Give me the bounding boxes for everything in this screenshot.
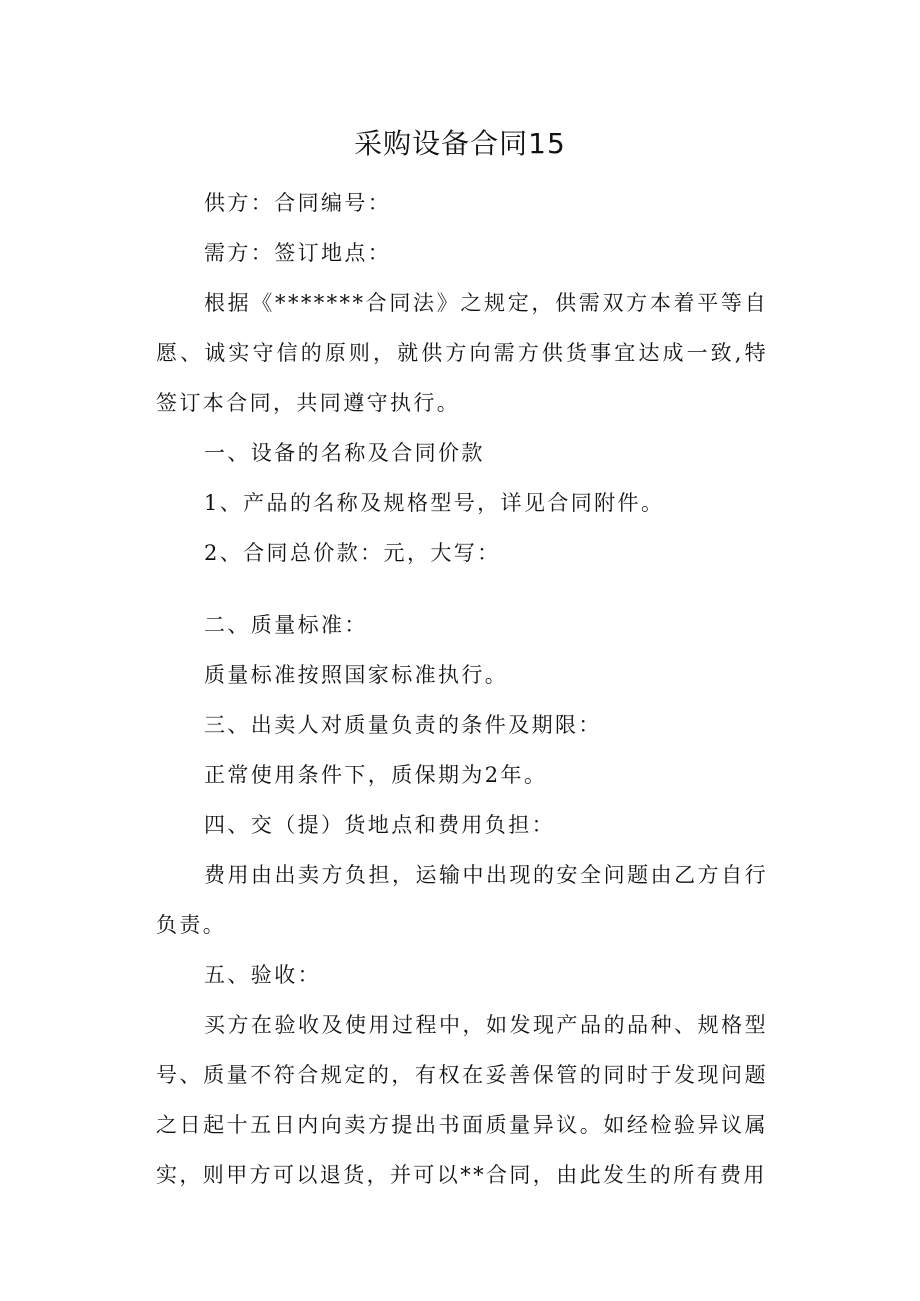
paragraph-quality-standard: 质量标准按照国家标准执行。 xyxy=(204,663,509,687)
paragraph-total-price: 2、合同总价款：元，大写： xyxy=(204,541,501,565)
paragraph-warranty: 正常使用条件下，质保期为2年。 xyxy=(204,763,548,787)
paragraph-delivery-cost: 费用由出卖方负担，运输中出现的安全问题由乙方自行负责。 xyxy=(156,863,768,937)
section-heading-1: 一、设备的名称及合同价款 xyxy=(204,441,485,465)
section-heading-5: 五、验收： xyxy=(204,963,321,987)
paragraph-buyer: 需方：签订地点： xyxy=(204,241,392,265)
paragraph-acceptance: 买方在验收及使用过程中，如发现产品的品种、规格型号、质量不符合规定的，有权在妥善保管的同时于发现问题之日起十五日内向卖方提出书面质量异议。如经检验异议属实，则甲方可以退货，并可以**合同，由此发生的所有费用 xyxy=(156,1013,768,1187)
section-heading-3: 三、出卖人对质量负责的条件及期限： xyxy=(204,713,602,737)
paragraph-product-name: 1、产品的名称及规格型号，详见合同附件。 xyxy=(204,491,665,515)
spacer xyxy=(156,578,768,600)
paragraph-supplier: 供方：合同编号： xyxy=(204,191,392,215)
document-title: 采购设备合同15 xyxy=(354,127,566,160)
document-body xyxy=(156,178,768,1200)
paragraph-preamble: 根据《*******合同法》之规定，供需双方本着平等自愿、诚实守信的原则，就供方向需方供货事宜达成一致,特签订本合同，共同遵守执行。 xyxy=(156,291,768,415)
section-heading-2: 二、质量标准： xyxy=(204,613,368,637)
section-heading-4: 四、交（提）货地点和费用负担： xyxy=(204,813,555,837)
